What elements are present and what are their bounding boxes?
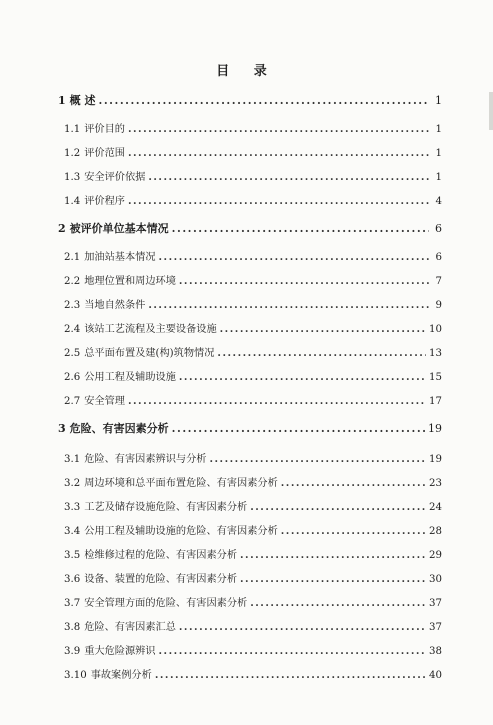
toc-entry-number: 3.10 (64, 670, 87, 681)
toc-entry-title: 总平面布置及建(构)筑物情况 (84, 348, 215, 359)
toc-entry-number: 3.9 (64, 646, 81, 657)
toc-entry-title: 评价范围 (84, 148, 125, 159)
toc-leader-dots (159, 251, 429, 263)
toc-leader-dots (240, 549, 426, 561)
toc-leader-dots (179, 621, 426, 633)
toc-title: 目 录 (216, 64, 277, 79)
toc-entry-number: 3.1 (64, 454, 81, 465)
toc-entry-title: 概 述 (69, 94, 96, 107)
toc-entry-page: 15 (429, 372, 442, 383)
toc-entry-title: 危险、有害因素分析 (69, 422, 169, 435)
toc-entry-page: 6 (435, 252, 442, 263)
toc-entry (64, 570, 442, 585)
toc-entry-title: 评价目的 (84, 124, 125, 135)
toc-leader-dots (220, 323, 426, 335)
toc-entry-number: 3.7 (64, 598, 81, 609)
toc-entry (64, 192, 442, 207)
toc-entry (64, 522, 442, 537)
toc-leader-dots (240, 573, 426, 585)
toc-entry-number: 2.2 (64, 276, 81, 287)
toc-entry-number: 1.1 (64, 124, 81, 135)
toc-entry (58, 220, 442, 236)
toc-entry-number: 3.6 (64, 574, 81, 585)
toc-entry-page: 38 (429, 646, 442, 657)
toc-entry-page: 37 (429, 598, 442, 609)
toc-entry-title: 重大危险源辨识 (84, 646, 156, 657)
toc-entry-number: 2.1 (64, 252, 81, 263)
toc-entry (64, 320, 442, 335)
toc-entry-number: 1.3 (64, 172, 81, 183)
toc-entry-page: 10 (429, 324, 442, 335)
toc-entry-page: 7 (435, 276, 442, 287)
toc-leader-dots (148, 171, 429, 183)
toc-entry-number: 2.3 (64, 300, 81, 311)
toc-entry-number: 2.4 (64, 324, 81, 335)
toc-entry (64, 120, 442, 135)
toc-entry-title: 评价程序 (84, 196, 125, 207)
toc-entry (64, 618, 442, 633)
toc-entry-number: 1.2 (64, 148, 81, 159)
toc-entry-page: 9 (435, 300, 442, 311)
toc-entry (64, 450, 442, 465)
toc-entry-number: 3.4 (64, 526, 81, 537)
toc-entry-page: 4 (435, 196, 442, 207)
toc-leader-dots (250, 597, 426, 609)
toc-entry (64, 168, 442, 183)
toc-entry-number: 2.5 (64, 348, 81, 359)
toc-entry-number: 3.5 (64, 550, 81, 561)
toc-entry-title: 被评价单位基本情况 (69, 222, 169, 235)
toc-entry (64, 546, 442, 561)
toc-entry (64, 248, 442, 263)
toc-entry-page: 17 (429, 396, 442, 407)
toc-entry-page: 1 (435, 124, 442, 135)
toc-leader-dots (128, 123, 429, 135)
toc-entry-title: 该站工艺流程及主要设备设施 (84, 324, 217, 335)
toc-entry-title: 安全管理 (84, 396, 125, 407)
toc-leader-dots (128, 147, 429, 159)
toc-leader-dots (128, 195, 429, 207)
toc-entry-page: 30 (429, 574, 442, 585)
toc-entry (64, 296, 442, 311)
toc-entry-number: 3.3 (64, 502, 81, 513)
toc-entry (64, 474, 442, 489)
toc-entry-page: 23 (429, 478, 442, 489)
toc-entry-page: 1 (435, 172, 442, 183)
toc-entry-page: 37 (429, 622, 442, 633)
toc-leader-dots (217, 347, 426, 359)
toc-leader-dots (209, 453, 426, 465)
toc-entry (64, 144, 442, 159)
toc-entry (64, 666, 442, 681)
page-edge-shadow (489, 92, 493, 130)
toc-entry (64, 392, 442, 407)
toc-entry-title: 检维修过程的危险、有害因素分析 (84, 550, 238, 561)
toc-entry (64, 272, 442, 287)
toc-entry-title: 危险、有害因素汇总 (84, 622, 176, 633)
toc-leader-dots (179, 371, 426, 383)
toc-entry-title: 事故案例分析 (90, 670, 152, 681)
toc-entry-page: 28 (429, 526, 442, 537)
toc-leader-dots (179, 275, 429, 287)
toc-entry-page: 40 (429, 670, 442, 681)
toc-entry (64, 642, 442, 657)
toc-leader-dots (148, 299, 429, 311)
toc-entry-page: 24 (429, 502, 442, 513)
toc-entry-title: 公用工程及辅助设施的危险、有害因素分析 (84, 526, 278, 537)
toc-entry-title: 地理位置和周边环境 (84, 276, 176, 287)
toc-leader-dots (172, 222, 429, 235)
toc-entry-page: 13 (429, 348, 442, 359)
toc-entry-title: 加油站基本情况 (84, 252, 156, 263)
toc-entry-title: 安全管理方面的危险、有害因素分析 (84, 598, 248, 609)
toc-entry (58, 420, 442, 436)
toc-entry-number: 3.8 (64, 622, 81, 633)
toc-leader-dots (128, 395, 426, 407)
toc-entry-title: 当地自然条件 (84, 300, 146, 311)
toc-leader-dots (155, 669, 426, 681)
toc-entry-page: 1 (435, 94, 442, 107)
toc-entry-title: 危险、有害因素辨识与分析 (84, 454, 207, 465)
toc-entry-number: 2 (58, 222, 66, 235)
toc-entry-number: 3.2 (64, 478, 81, 489)
toc-leader-dots (172, 422, 425, 435)
toc-entry-title: 工艺及储存设施危险、有害因素分析 (84, 502, 248, 513)
toc-leader-dots (159, 645, 427, 657)
toc-leader-dots (281, 525, 426, 537)
toc-entry-page: 29 (429, 550, 442, 561)
toc-entry-number: 2.6 (64, 372, 81, 383)
toc-leader-dots (250, 501, 426, 513)
toc-entry-number: 1.4 (64, 196, 81, 207)
toc-entry-title: 公用工程及辅助设施 (84, 372, 176, 383)
toc-entry-page: 19 (428, 422, 442, 435)
toc-entry-page: 6 (435, 222, 442, 235)
toc-entry (58, 92, 442, 108)
toc-entry-number: 3 (58, 422, 66, 435)
toc-entry (64, 594, 442, 609)
toc-entry-title: 安全评价依据 (84, 172, 146, 183)
toc-leader-dots (99, 94, 430, 107)
toc-entry-number: 2.7 (64, 396, 81, 407)
toc-entry-page: 19 (429, 454, 442, 465)
toc-entry (64, 344, 442, 359)
toc-entry (64, 498, 442, 513)
toc-entry-title: 设备、装置的危险、有害因素分析 (84, 574, 238, 585)
toc-entry-title: 周边环境和总平面布置危险、有害因素分析 (84, 478, 278, 489)
toc-leader-dots (281, 477, 426, 489)
toc-entry (64, 368, 442, 383)
toc-entry-page: 1 (435, 148, 442, 159)
toc-entry-number: 1 (58, 94, 66, 107)
